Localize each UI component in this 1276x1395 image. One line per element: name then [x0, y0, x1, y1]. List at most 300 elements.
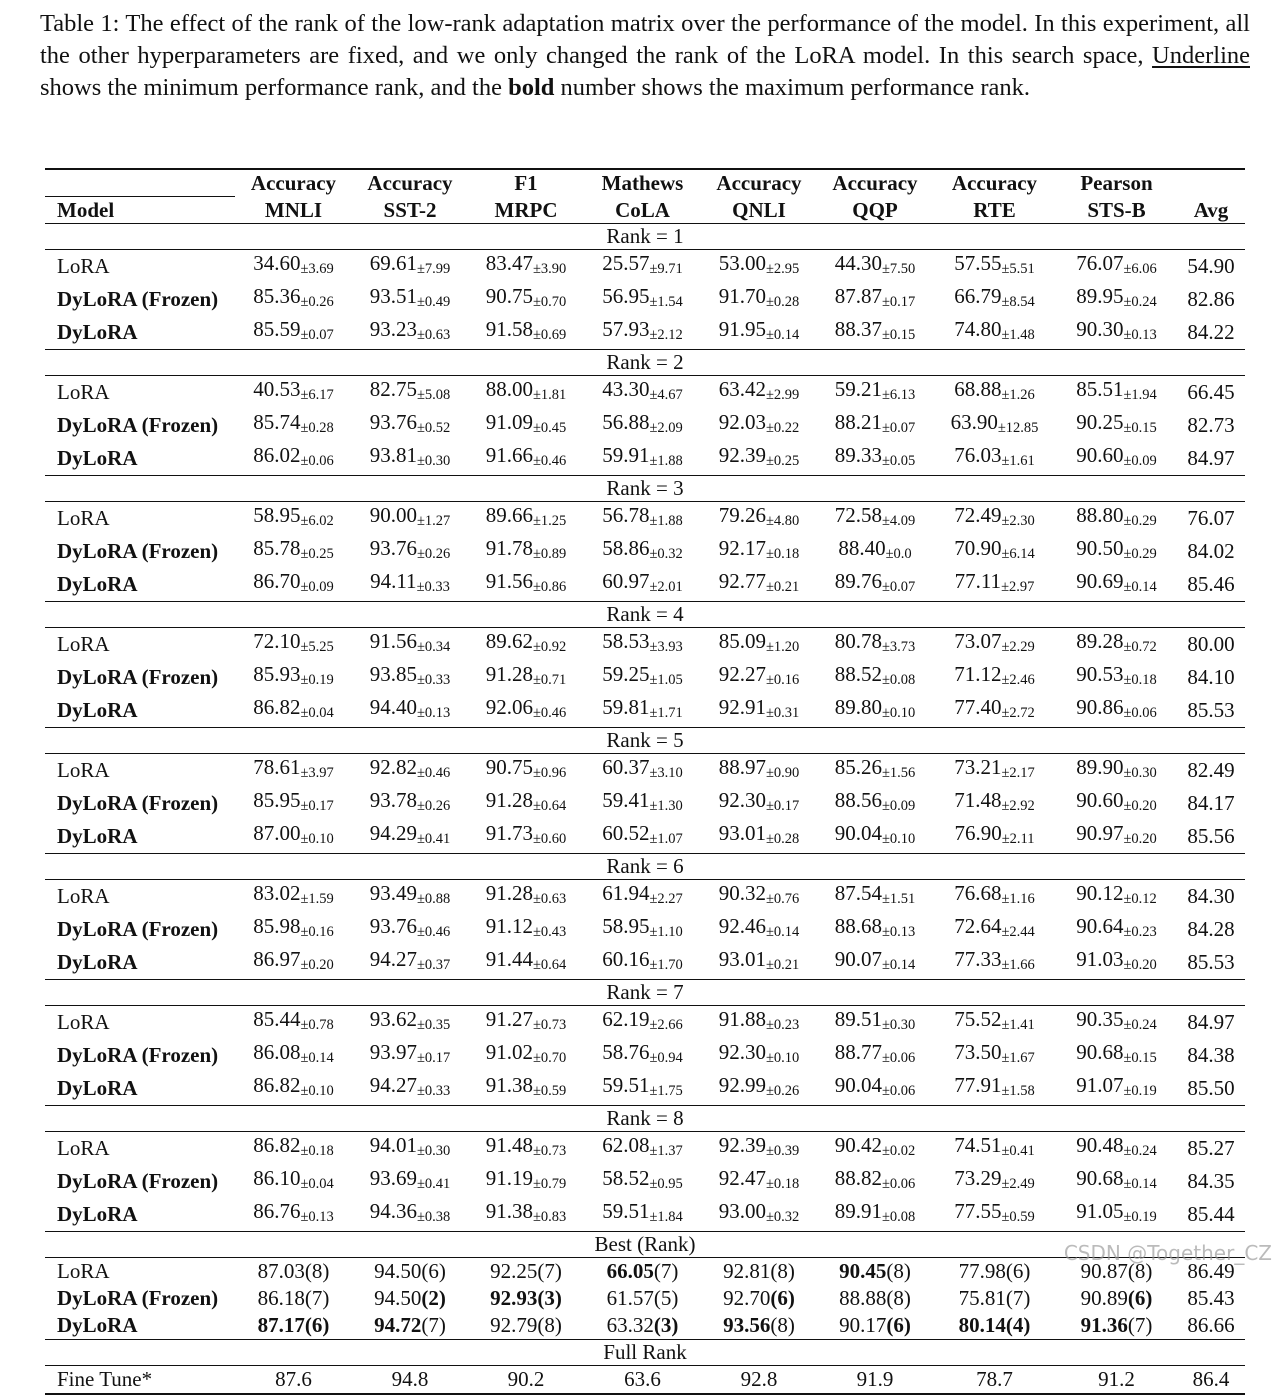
- table-row: [45, 568, 1245, 602]
- score-std: ±0.39: [765, 1143, 800, 1159]
- score-value: 58.53: [602, 629, 650, 653]
- score-std: ±2.97: [1001, 579, 1035, 595]
- score-cell: [584, 250, 701, 284]
- score-value: 91.48: [485, 1133, 533, 1157]
- score-value: 91.03: [1076, 947, 1124, 971]
- score-value: 91.12: [485, 914, 533, 938]
- score-value: 93.97: [369, 1040, 417, 1064]
- score-std: ±1.27: [416, 513, 451, 529]
- header-column-row: [45, 197, 1245, 224]
- section-title: Rank = 5: [45, 728, 1245, 754]
- table-row: [45, 250, 1245, 284]
- score-std: ±0.05: [881, 453, 916, 469]
- best-value: 86.18: [257, 1286, 305, 1310]
- score-value: 77.55: [954, 1199, 1002, 1223]
- score-cell: [235, 1165, 352, 1198]
- score-std: ±0.43: [532, 924, 567, 940]
- score-value: 73.07: [954, 629, 1002, 653]
- score-cell: [933, 1006, 1056, 1040]
- score-value: 91.38: [485, 1073, 533, 1097]
- score-value: 74.80: [954, 317, 1002, 341]
- table-caption: Table 1: The effect of the rank of the low-rank adaptation matrix over the performance of the model. In this experiment, all the other hyperparameters are fixed, and we only changed the rank of the LoRA model. In this search space, Underline shows the minimum performance rank, and the bold number shows the maximum performance rank.: [40, 10, 1250, 101]
- score-value: 72.10: [253, 629, 301, 653]
- score-value: 59.25: [602, 662, 650, 686]
- score-std: ±0.20: [1123, 798, 1157, 814]
- score-std: ±0.92: [532, 639, 567, 655]
- score-value: 58.52: [602, 1166, 650, 1190]
- score-cell: [817, 535, 933, 568]
- score-value: 71.12: [954, 662, 1002, 686]
- score-value: 90.04: [834, 821, 882, 845]
- score-std: ±0.46: [416, 765, 451, 781]
- score-std: ±0.37: [416, 957, 451, 973]
- score-value: 91.56: [369, 629, 417, 653]
- score-std: ±0.16: [300, 924, 334, 940]
- score-cell: [701, 1072, 817, 1106]
- score-cell: [584, 694, 701, 728]
- score-cell: [584, 376, 701, 410]
- score-cell: [933, 820, 1056, 854]
- model-name: LoRA: [45, 250, 235, 284]
- score-std: ±0.95: [649, 1176, 683, 1192]
- model-name: LoRA: [45, 1258, 235, 1286]
- score-value: 85.78: [253, 536, 301, 560]
- score-value: 89.91: [834, 1199, 882, 1223]
- table-row: [45, 1165, 1245, 1198]
- best-cell: [933, 1285, 1056, 1312]
- score-std: ±1.71: [649, 705, 683, 721]
- score-cell: [235, 754, 352, 788]
- score-cell: [235, 694, 352, 728]
- score-cell: [701, 1132, 817, 1166]
- score-std: ±1.56: [881, 765, 916, 781]
- score-std: ±0.17: [881, 294, 916, 310]
- score-std: ±2.30: [1001, 513, 1035, 529]
- score-cell: [701, 628, 817, 662]
- table-row: [45, 913, 1245, 946]
- score-value: 86.82: [253, 1133, 301, 1157]
- best-rank: (6): [1005, 1259, 1031, 1283]
- best-rank: (8): [537, 1313, 562, 1337]
- best-value: 94.50: [374, 1259, 422, 1283]
- score-value: 76.90: [954, 821, 1002, 845]
- best-rank: (8): [886, 1259, 911, 1283]
- best-value: 80.14: [958, 1313, 1006, 1337]
- score-value: 58.76: [602, 1040, 650, 1064]
- score-value: 60.37: [602, 755, 650, 779]
- score-value: 94.27: [369, 947, 417, 971]
- score-value: 88.97: [718, 755, 766, 779]
- score-std: ±1.16: [1001, 891, 1035, 907]
- section-header-row: [45, 476, 1245, 502]
- table-row: [45, 316, 1245, 350]
- model-name: DyLoRA: [57, 1076, 138, 1100]
- score-std: ±3.93: [649, 639, 683, 655]
- score-std: ±2.95: [765, 261, 800, 277]
- score-value: 59.51: [602, 1073, 650, 1097]
- score-value: 90.75: [485, 755, 533, 779]
- score-cell: [1056, 628, 1177, 662]
- score-cell: [352, 250, 468, 284]
- table-row: [45, 880, 1245, 914]
- score-value: 85.93: [253, 662, 301, 686]
- score-cell: [817, 661, 933, 694]
- score-std: ±0.14: [1123, 579, 1157, 595]
- score-value: 90.35: [1076, 1007, 1124, 1031]
- score-cell: [235, 283, 352, 316]
- score-std: ±1.07: [649, 831, 683, 847]
- score-value: 89.51: [834, 1007, 882, 1031]
- score-value: 61.94: [602, 881, 650, 905]
- score-cell: [701, 502, 817, 536]
- score-cell: [1056, 409, 1177, 442]
- best-value: 63.32: [606, 1313, 654, 1337]
- best-value: 90.45: [839, 1259, 887, 1283]
- score-std: ±2.12: [649, 327, 683, 343]
- score-std: ±0.59: [532, 1083, 567, 1099]
- score-cell: [235, 661, 352, 694]
- score-std: ±2.49: [1001, 1176, 1035, 1192]
- score-value: 90.50: [1076, 536, 1124, 560]
- model-name: DyLoRA: [57, 320, 138, 344]
- model-name: DyLoRA: [57, 698, 138, 722]
- score-value: 88.68: [834, 914, 882, 938]
- best-rank: (8): [770, 1259, 795, 1283]
- table-row: [45, 376, 1245, 410]
- score-cell: [468, 442, 584, 476]
- score-value: 93.76: [369, 914, 417, 938]
- model-name: DyLoRA: [57, 824, 138, 848]
- avg-cell: 85.46: [1187, 572, 1235, 596]
- score-cell: [468, 628, 584, 662]
- score-cell: [352, 754, 468, 788]
- best-value: 90.87: [1080, 1259, 1128, 1283]
- avg-cell: 86.49: [1177, 1258, 1245, 1286]
- score-cell: [817, 442, 933, 476]
- score-value: 90.04: [834, 1073, 882, 1097]
- score-value: 94.27: [369, 1073, 417, 1097]
- score-value: 91.56: [485, 569, 533, 593]
- score-cell: [1056, 880, 1177, 914]
- best-cell: [468, 1258, 584, 1286]
- score-std: ±0.19: [300, 672, 334, 688]
- score-cell: [701, 787, 817, 820]
- score-value: 70.90: [954, 536, 1002, 560]
- score-cell: [1056, 913, 1177, 946]
- score-value: 88.37: [834, 317, 882, 341]
- score-value: 92.06: [485, 695, 533, 719]
- score-value: 92.30: [718, 1040, 766, 1064]
- model-name: LoRA: [45, 376, 235, 410]
- score-cell: [817, 880, 933, 914]
- score-cell: [1056, 502, 1177, 536]
- score-std: ±0.63: [532, 891, 567, 907]
- score-std: ±0.32: [765, 1209, 800, 1225]
- header-metric: Pearson: [1056, 169, 1177, 197]
- score-cell: [701, 661, 817, 694]
- score-value: 56.95: [602, 284, 650, 308]
- best-rank: (7): [421, 1313, 446, 1337]
- section-header-row: [45, 602, 1245, 628]
- score-value: 91.07: [1076, 1073, 1124, 1097]
- score-std: ±1.48: [1001, 327, 1035, 343]
- score-value: 85.44: [253, 1007, 301, 1031]
- score-value: 93.01: [718, 821, 766, 845]
- score-cell: [352, 913, 468, 946]
- score-value: 91.02: [485, 1040, 533, 1064]
- score-std: ±0.33: [416, 1083, 451, 1099]
- score-value: 90.97: [1076, 821, 1124, 845]
- score-std: ±0.04: [300, 705, 334, 721]
- score-std: ±1.94: [1123, 387, 1157, 403]
- score-value: 57.55: [954, 251, 1002, 275]
- section-header-row: [45, 728, 1245, 754]
- score-std: ±5.25: [300, 639, 334, 655]
- score-cell: [701, 694, 817, 728]
- score-value: 56.88: [602, 410, 650, 434]
- score-std: ±0.28: [765, 294, 800, 310]
- score-value: 25.57: [602, 251, 650, 275]
- score-cell: [701, 880, 817, 914]
- score-std: ±2.09: [649, 420, 683, 436]
- score-cell: [817, 946, 933, 980]
- score-value: 86.82: [253, 695, 301, 719]
- score-std: ±3.69: [300, 261, 334, 277]
- score-value: 90.25: [1076, 410, 1124, 434]
- avg-cell: 84.97: [1177, 1006, 1245, 1040]
- section-title: Rank = 4: [45, 602, 1245, 628]
- best-cell: [468, 1285, 584, 1312]
- score-std: ±4.80: [765, 513, 800, 529]
- bold-word: bold: [508, 74, 555, 101]
- score-std: ±0.17: [300, 798, 334, 814]
- score-cell: [1056, 442, 1177, 476]
- section-title: Rank = 3: [45, 476, 1245, 502]
- score-cell: [468, 316, 584, 350]
- score-std: ±0.10: [765, 1050, 800, 1066]
- score-std: ±1.81: [532, 387, 567, 403]
- model-name: DyLoRA (Frozen): [57, 539, 219, 563]
- score-value: 72.49: [954, 503, 1002, 527]
- score-cell: [817, 1006, 933, 1040]
- score-cell: [933, 694, 1056, 728]
- score-std: ±2.01: [649, 579, 683, 595]
- score-cell: [933, 628, 1056, 662]
- score-value: 94.29: [369, 821, 417, 845]
- score-cell: [1056, 535, 1177, 568]
- score-value: 85.26: [834, 755, 882, 779]
- score-std: ±1.54: [649, 294, 683, 310]
- score-std: ±0.25: [765, 453, 800, 469]
- score-std: ±0.07: [881, 420, 916, 436]
- score-value: 91.73: [485, 821, 533, 845]
- best-rank: (6): [421, 1259, 446, 1283]
- header-metric: [45, 169, 235, 197]
- header-metric-row: [45, 169, 1245, 197]
- score-std: ±0.14: [765, 327, 800, 343]
- best-rank: (7): [537, 1259, 562, 1283]
- model-name: LoRA: [45, 502, 235, 536]
- score-value: 91.38: [485, 1199, 533, 1223]
- score-value: 92.27: [718, 662, 766, 686]
- score-value: 88.77: [834, 1040, 882, 1064]
- header-column-model: Model: [45, 197, 235, 224]
- score-value: 85.98: [253, 914, 301, 938]
- score-cell: [817, 787, 933, 820]
- score-std: ±0.45: [532, 420, 567, 436]
- model-name: LoRA: [45, 1006, 235, 1040]
- model-name: DyLoRA (Frozen): [57, 917, 219, 941]
- model-name: DyLoRA: [57, 950, 138, 974]
- score-cell: [701, 946, 817, 980]
- score-cell: [584, 880, 701, 914]
- score-cell: [352, 1132, 468, 1166]
- best-rank: (7): [653, 1259, 679, 1283]
- score-cell: [468, 880, 584, 914]
- score-std: ±0.08: [881, 1209, 916, 1225]
- score-cell: [352, 376, 468, 410]
- score-std: ±3.73: [881, 639, 916, 655]
- score-std: ±0.83: [532, 1209, 567, 1225]
- score-value: 89.95: [1076, 284, 1124, 308]
- score-std: ±0.14: [881, 957, 916, 973]
- full-rank-cell: 92.8: [701, 1366, 817, 1395]
- table-row: [45, 1198, 1245, 1232]
- score-std: ±2.46: [1001, 672, 1035, 688]
- score-std: ±1.51: [881, 891, 916, 907]
- score-std: ±0.23: [1123, 924, 1157, 940]
- score-cell: [1056, 283, 1177, 316]
- avg-cell: 85.53: [1187, 698, 1235, 722]
- score-std: ±1.75: [649, 1083, 683, 1099]
- score-value: 69.61: [369, 251, 417, 275]
- score-cell: [235, 409, 352, 442]
- table-row: [45, 1312, 1245, 1340]
- avg-cell: 85.43: [1187, 1286, 1235, 1310]
- score-cell: [584, 316, 701, 350]
- table-row: [45, 283, 1245, 316]
- score-cell: [352, 661, 468, 694]
- score-value: 90.60: [1076, 443, 1124, 467]
- score-cell: [933, 661, 1056, 694]
- score-value: 91.27: [485, 1007, 533, 1031]
- score-cell: [701, 376, 817, 410]
- score-value: 93.76: [369, 536, 417, 560]
- score-value: 88.40: [838, 536, 886, 560]
- score-cell: [468, 1165, 584, 1198]
- avg-cell: 85.53: [1187, 950, 1235, 974]
- score-cell: [468, 1006, 584, 1040]
- score-std: ±0.16: [765, 672, 800, 688]
- score-value: 89.80: [834, 695, 882, 719]
- score-std: ±0.10: [300, 831, 334, 847]
- score-std: ±0.28: [300, 420, 334, 436]
- best-rank: (7): [304, 1286, 330, 1310]
- score-cell: [235, 502, 352, 536]
- score-cell: [235, 946, 352, 980]
- score-std: ±1.26: [1001, 387, 1035, 403]
- score-std: ±2.29: [1001, 639, 1035, 655]
- table-row: [45, 1366, 1245, 1395]
- score-cell: [235, 1039, 352, 1072]
- score-cell: [817, 754, 933, 788]
- table-row: [45, 1006, 1245, 1040]
- score-cell: [701, 409, 817, 442]
- score-value: 88.00: [485, 377, 533, 401]
- score-std: ±2.66: [649, 1017, 683, 1033]
- model-name: DyLoRA (Frozen): [57, 287, 219, 311]
- score-value: 93.01: [718, 947, 766, 971]
- score-std: ±0.69: [532, 327, 567, 343]
- score-value: 86.76: [253, 1199, 301, 1223]
- avg-cell: 85.44: [1187, 1202, 1235, 1226]
- score-value: 89.33: [834, 443, 882, 467]
- best-cell: [701, 1258, 817, 1286]
- score-value: 68.88: [954, 377, 1002, 401]
- score-std: ±0.20: [1123, 831, 1157, 847]
- score-cell: [701, 250, 817, 284]
- score-std: ±0.60: [532, 831, 567, 847]
- score-cell: [352, 535, 468, 568]
- score-value: 92.77: [718, 569, 766, 593]
- score-std: ±7.99: [416, 261, 451, 277]
- best-rank: (6): [770, 1286, 795, 1310]
- score-cell: [1056, 1165, 1177, 1198]
- header-metric: [1177, 169, 1245, 197]
- score-cell: [352, 502, 468, 536]
- score-value: 87.00: [253, 821, 301, 845]
- score-cell: [235, 913, 352, 946]
- table-row: [45, 1072, 1245, 1106]
- score-std: ±0.06: [300, 453, 334, 469]
- avg-cell: 66.45: [1177, 376, 1245, 410]
- score-std: ±1.88: [649, 453, 683, 469]
- score-cell: [1056, 820, 1177, 854]
- avg-cell: 84.38: [1187, 1043, 1235, 1067]
- score-value: 43.30: [602, 377, 650, 401]
- score-std: ±0.09: [1123, 453, 1157, 469]
- score-cell: [352, 787, 468, 820]
- score-cell: [701, 1039, 817, 1072]
- header-column: CoLA: [615, 197, 670, 222]
- full-rank-cell: 87.6: [235, 1366, 352, 1395]
- score-value: 85.51: [1076, 377, 1124, 401]
- score-value: 93.51: [369, 284, 417, 308]
- score-value: 91.28: [485, 881, 533, 905]
- score-std: ±2.92: [1001, 798, 1035, 814]
- best-value: 66.05: [606, 1259, 654, 1283]
- score-std: ±0.20: [300, 957, 334, 973]
- avg-cell: 85.56: [1187, 824, 1235, 848]
- best-value: 92.93: [490, 1286, 538, 1310]
- score-std: ±0.46: [416, 924, 451, 940]
- avg-cell: 82.49: [1177, 754, 1245, 788]
- score-value: 85.74: [253, 410, 301, 434]
- score-cell: [235, 880, 352, 914]
- avg-cell: 54.90: [1177, 250, 1245, 284]
- score-value: 82.75: [369, 377, 417, 401]
- score-cell: [1056, 754, 1177, 788]
- score-cell: [235, 442, 352, 476]
- score-cell: [1056, 1132, 1177, 1166]
- score-cell: [933, 754, 1056, 788]
- score-std: ±5.51: [1001, 261, 1035, 277]
- score-cell: [468, 568, 584, 602]
- score-value: 86.08: [253, 1040, 301, 1064]
- best-rank: (8): [304, 1259, 330, 1283]
- avg-cell: 80.00: [1177, 628, 1245, 662]
- score-value: 83.47: [485, 251, 533, 275]
